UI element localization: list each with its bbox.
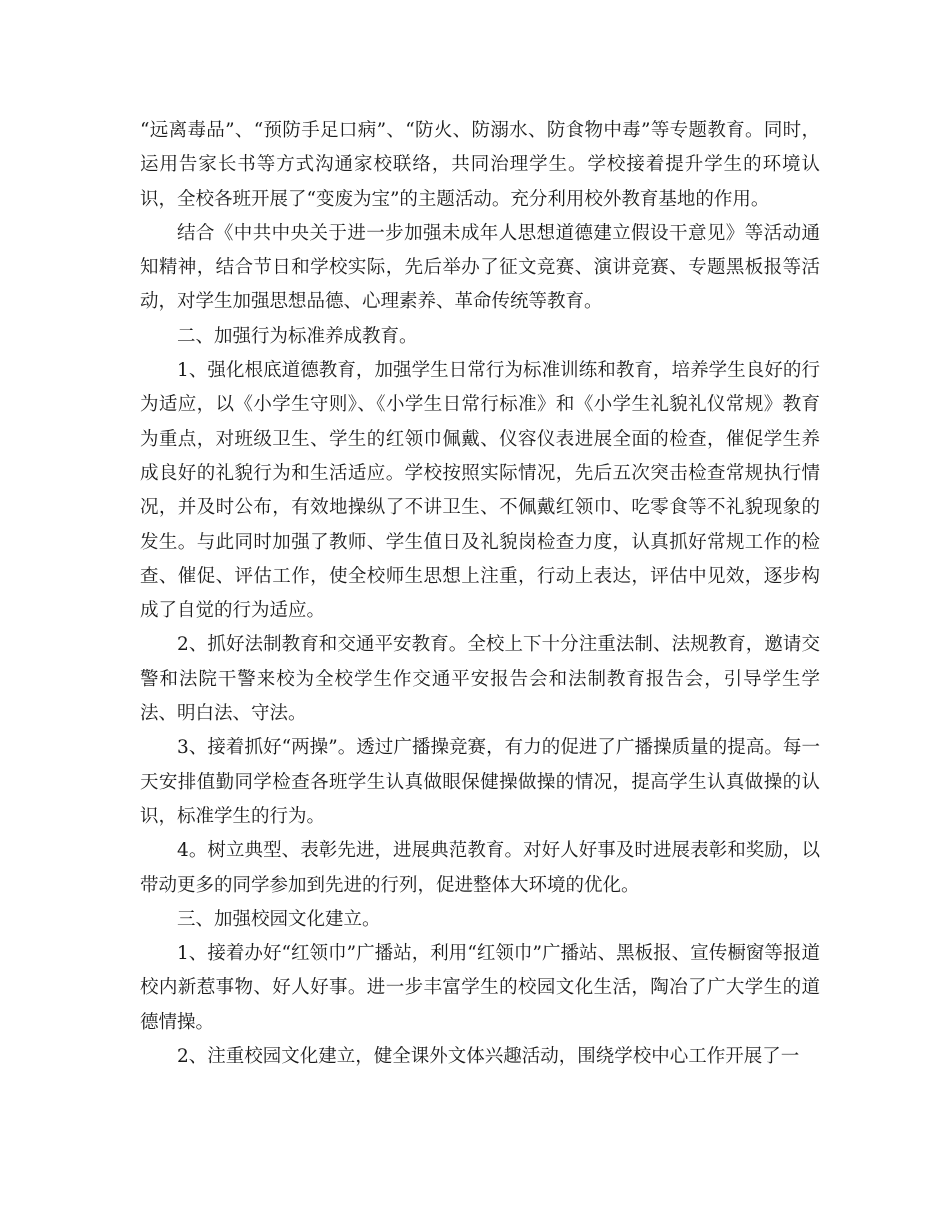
paragraph-broadcast-station: 1、接着办好“红领巾”广播站，利用“红领巾”广播站、黑板报、宣传橱窗等报道校内新惹事物、好人好事。进一步丰富学生的校园文化生活，陶冶了广大学生的道德情操。: [140, 943, 820, 1033]
paragraph-topic-education: “远离毒品”、“预防手足口病”、“防火、防溺水、防食物中毒”等专题教育。同时，运用告家长书等方式沟通家校联络，共同治理学生。学校接着提升学生的环境认识，全校各班开展了“变废为宝”的主题活动。充分利用校外教育基地的作用。: [140, 120, 820, 210]
section-heading-behavior: 二、加强行为标准养成教育。: [177, 325, 418, 347]
document-body: [140, 114, 820, 1074]
paragraph-legal-safety: 2、抓好法制教育和交通平安教育。全校上下十分注重法制、法规教育，邀请交警和法院干警来校为全校学生作交通平安报告会和法制教育报告会，引导学生学法、明白法、守法。: [140, 634, 820, 725]
paragraph-two-exercises: 3、接着抓好“两操”。透过广播操竞赛，有力的促进了广播操质量的提高。每一天安排值勤同学检查各班学生认真做眼保健操做操的情况，提高学生认真做操的认识，标准学生的行为。: [140, 737, 820, 827]
paragraph-extracurricular: 2、注重校园文化建立，健全课外文体兴趣活动，围绕学校中心工作开展了一: [177, 1046, 800, 1068]
section-heading-campus-culture: 三、加强校园文化建立。: [177, 908, 381, 930]
paragraph-role-models: 4。树立典型、表彰先进，进展典范教育。对好人好事及时进展表彰和奖励，以带动更多的同学参加到先进的行列，促进整体大环境的优化。: [140, 840, 820, 896]
paragraph-moral-activities: 结合《中共中央关于进一步加强未成年人思想道德建立假设干意见》等活动通知精神，结合节日和学校实际，先后举办了征文竞赛、演讲竞赛、专题黑板报等活动，对学生加强思想品德、心理素养、革命传统等教育。: [140, 222, 820, 313]
paragraph-moral-foundation: 1、强化根底道德教育，加强学生日常行为标准训练和教育，培养学生良好的行为适应，以《小学生守则》、《小学生日常行标准》和《小学生礼貌礼仪常规》教育为重点，对班级卫生、学生的红领巾佩戴、仪容仪表进展全面的检查，催促学生养成良好的礼貌行为和生活适应。学校按照实际情况，先后五次突击检查常规执行情况，并及时公布，有效地操纵了不讲卫生、不佩戴红领巾、吃零食等不礼貌现象的发生。与此同时加强了教师、学生值日及礼貌岗检查力度，认真抓好常规工作的检查、催促、评估工作，使全校师生思想上注重，行动上表达，评估中见效，逐步构成了自觉的行为适应。: [140, 360, 820, 622]
